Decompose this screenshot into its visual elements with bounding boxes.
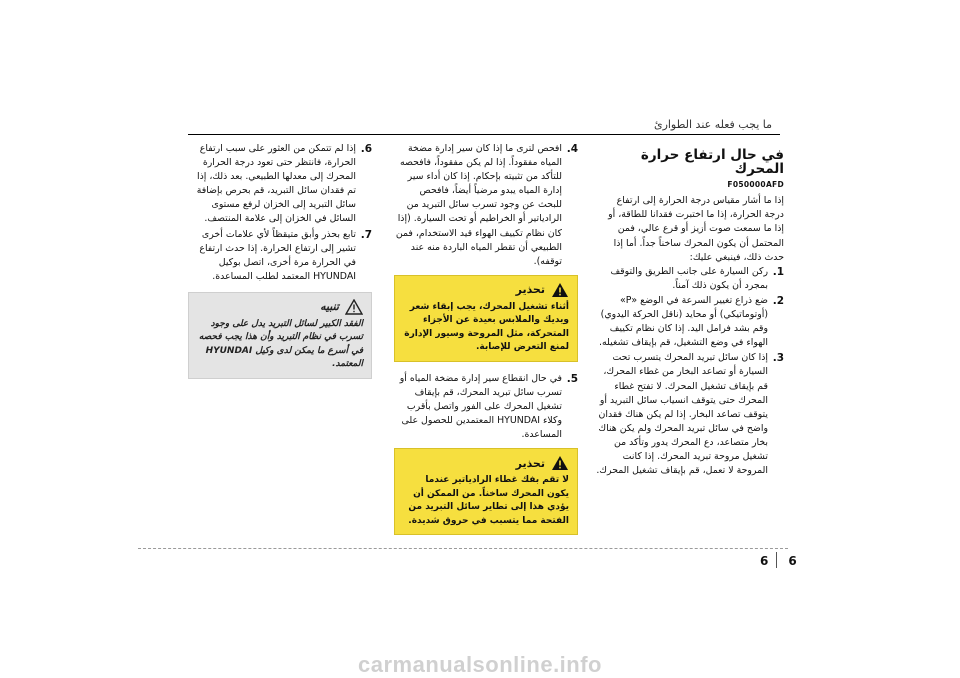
warning-text: أثناء تشغيل المحرك، يجب إبقاء شعر ويديك والملابس بعيدة عن الأجزاء المتحركة، مثل المروحة وسيور الإدارة لمنع التعرض للإصابة. <box>404 301 569 353</box>
warning-title: تحذير <box>515 283 545 297</box>
item-text: إذا كان سائل تبريد المحرك يتسرب تحت السيارة أو تصاعد البخار من غطاء المحرك، قم بإيقاف تشغيل المحرك. لا تفتح غطاء المحرك حتى يتوقف انسياب سائل التبريد أو يتوقف تصاعد البخار. إذا لم يكن هناك فقدان واضح في سائل تبريد المحرك ولم يكن هناك بخار متصاعد، دع المحرك يدور وتأكد من تشغيل مروحة تبريد المحرك. إذا كانت المروحة لا تعمل، قم بإيقاف تشغيل المحرك. <box>596 352 768 477</box>
item-number: 6. <box>360 143 372 155</box>
page-chapter-number: 6 <box>760 554 769 568</box>
item-number: 2. <box>772 294 784 307</box>
item-text: في حال انقطاع سير إدارة مضخة المياه أو تسرب سائل تبريد المحرك، قم بإيقاف تشغيل المحرك على الفور واتصل بأقرب وكلاء HYUNDAI المعتمدين للحصول على المساعدة. <box>399 372 562 441</box>
warning-text: لا تقم بفك غطاء الرادياتير عندما يكون المحرك ساخناً. من الممكن أن يؤدي هذا إلى تطاير سائل التبريد من الفتحة مما يتسبب في حروق شديدة. <box>408 475 569 526</box>
left-column <box>188 142 372 379</box>
list-item <box>596 351 784 478</box>
item-text: ركن السيارة على جانب الطريق والتوقف بمجرد أن يكون ذلك آمناً. <box>610 265 768 291</box>
list-item <box>394 142 578 269</box>
item-number: 1. <box>772 265 784 278</box>
item-number: 4. <box>566 143 578 155</box>
list-item <box>188 142 372 227</box>
middle-column <box>394 142 578 545</box>
section-title: في حال ارتفاع حرارة المحرك <box>640 147 784 178</box>
list-item <box>394 372 578 442</box>
watermark: carmanualsonline.info <box>358 652 602 677</box>
warning-triangle-icon <box>551 282 569 298</box>
notice-header <box>197 299 363 315</box>
header-divider <box>188 134 780 135</box>
warning-header <box>403 282 569 298</box>
warning-title: تحذير <box>515 456 545 470</box>
warning-box <box>394 275 578 362</box>
item-text: افحص لترى ما إذا كان سير إدارة مضخة المياه مفقوداً. إذا لم يكن مفقوداً، فافحصه للتأكد من تثبيته بإحكام. إذا كان أداء سير إدارة المياه يبدو مرضياً أيضاً، فافحص للبحث عن وجود تسرب سائل التبريد من الرادياتير أو الخراطيم أو تحت السيارة. (إذا كان نظام تكييف الهواء قيد الاستخدام، فمن الطبيعي أن تقطر المياه الباردة منه عند توقفه). <box>395 143 562 267</box>
notice-box <box>188 292 372 379</box>
footer-divider <box>138 548 788 549</box>
notice-title: تنبيه <box>320 300 339 314</box>
notice-text: الفقد الكبير لسائل التبريد يدل على وجود تسرب في نظام التبريد وأن هذا يجب فحصه في أسرع ما يمكن لدى وكيل HYUNDAI المعتمد. <box>198 318 363 370</box>
warning-header <box>403 455 569 471</box>
item-text: تابع بحذر وأبق متيقظاً لأي علامات أخرى تشير إلى ارتفاع الحرارة. إذا حدث ارتفاع في الحرارة مرة أخرى، اتصل بوكيل HYUNDAI المعتمد لطلب المساعدة. <box>199 228 356 282</box>
list-item <box>188 228 372 284</box>
intro-paragraph: إذا ما أشار مقياس درجة الحرارة إلى ارتفاع درجة الحرارة، إذا ما اختبرت فقدانا للطاقة، أو إذا ما سمعت صوت أزيز أو قرع عالي، فمن المحتمل أن يكون المحرك ساخناً جداً. أما إذا حدث ذلك، فينبغي عليك: <box>608 195 784 263</box>
right-column <box>596 142 784 479</box>
warning-box <box>394 448 578 535</box>
page-number-area <box>760 554 797 568</box>
item-number: 5. <box>566 372 578 385</box>
item-number: 7. <box>360 228 372 241</box>
item-text: إذا لم تتمكن من العثور على سبب ارتفاع الحرارة، فانتظر حتى تعود درجة الحرارة المحرك إلى معدلها الطبيعي. بعد ذلك، إذا تم فقدان سائل التبريد، قم بحرص بإضافة سائل التبريد إلى الخزان لرفع مستوى السائل في الخزان إلى علامة المنتصف. <box>196 143 356 225</box>
item-text: ضع ذراع تغيير السرعة في الوضع «P» (أوتوماتيكي) أو محايد (ناقل الحركة اليدوي) وقم بشد فرامل اليد. إذا كان نظام تكييف الهواء في وضع التشغيل، قم بإيقاف تشغيله. <box>599 294 768 349</box>
page-number-divider <box>776 552 777 568</box>
caution-triangle-icon <box>345 299 363 315</box>
section-code: F050000AFD <box>727 180 784 190</box>
item-number: 3. <box>772 352 784 365</box>
warning-triangle-icon <box>551 455 569 471</box>
page-number: 6 <box>788 554 797 568</box>
page-header-title: ما يجب فعله عند الطوارئ <box>653 118 772 131</box>
list-item <box>596 294 784 350</box>
list-item <box>596 265 784 293</box>
